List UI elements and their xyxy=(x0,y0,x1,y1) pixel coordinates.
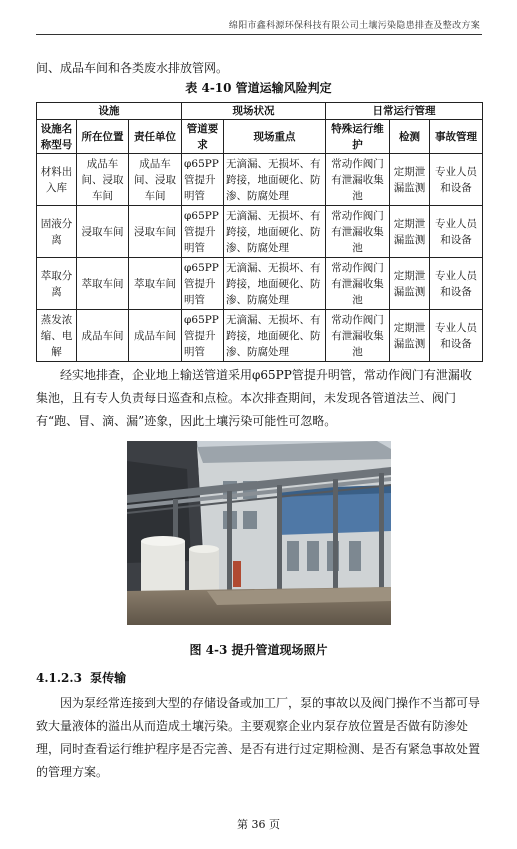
table-cell: 定期泄漏监测 xyxy=(390,258,430,310)
table-cell: 成品车间 xyxy=(77,310,129,362)
pipeline-photo-illustration xyxy=(127,441,391,625)
table-cell: φ65PP管提升明管 xyxy=(182,310,224,362)
pipeline-risk-table xyxy=(36,102,483,362)
table-cell: 无滴漏、无损坏、有跨接，地面硬化、防渗、防腐处理 xyxy=(224,154,326,206)
table-cell: 固液分离 xyxy=(37,206,77,258)
table-cell: 常动作阀门有泄漏收集池 xyxy=(326,258,390,310)
header-title: 绵阳市鑫科源环保科技有限公司土壤污染隐患排查及整改方案 xyxy=(228,21,480,31)
group-header-facility: 设施 xyxy=(37,103,182,120)
table-cell: 材料出入库 xyxy=(37,154,77,206)
pump-transfer-paragraph: 因为泵经常连接到大型的存储设备或加工厂，泵的事故以及阀门操作不当都可导致大量液体的溢出从而造成土壤污染。主要观察企业内泵存放位置是否做有防渗处理，同时查看运行维护程序是否完善、是否有进行过定期检测、是否有紧急事故处置的管理方案。 xyxy=(36,696,481,779)
column-header: 责任单位 xyxy=(129,120,182,154)
table-cell: 定期泄漏监测 xyxy=(390,310,430,362)
table-cell: 常动作阀门有泄漏收集池 xyxy=(326,154,390,206)
inspection-paragraph: 经实地排查，企业地上输送管道采用φ65PP管提升明管，常动作阀门有泄漏收集池，且有专人负责每日巡查和点检。本次排查期间，未发现各管道法兰、阀门有“跑、冒、滴、漏”迹象，因此土壤污染可能性可忽略。 xyxy=(36,368,472,428)
table-row xyxy=(37,310,483,362)
table-column-header-row xyxy=(37,120,483,154)
table-cell: 成品车间 xyxy=(129,310,182,362)
table-cell: φ65PP管提升明管 xyxy=(182,154,224,206)
table-cell: 专业人员和设备 xyxy=(430,154,483,206)
table-row xyxy=(37,206,483,258)
page-header xyxy=(36,17,482,35)
section-number: 4.1.2.3 xyxy=(36,671,82,685)
table-cell: 专业人员和设备 xyxy=(430,258,483,310)
column-header: 管道要求 xyxy=(182,120,224,154)
intro-paragraph-tail: 间、成品车间和各类废水排放管网。 xyxy=(36,61,229,75)
table-cell: φ65PP管提升明管 xyxy=(182,258,224,310)
table-cell: 浸取车间 xyxy=(129,206,182,258)
table-cell: 专业人员和设备 xyxy=(430,310,483,362)
table-cell: 常动作阀门有泄漏收集池 xyxy=(326,206,390,258)
table-cell: 定期泄漏监测 xyxy=(390,206,430,258)
column-header: 所在位置 xyxy=(77,120,129,154)
table-cell: 成品车间、浸取车间 xyxy=(77,154,129,206)
table-cell: 专业人员和设备 xyxy=(430,206,483,258)
column-header: 特殊运行维护 xyxy=(326,120,390,154)
table-row xyxy=(37,258,483,310)
table-cell: 萃取车间 xyxy=(129,258,182,310)
table-cell: 常动作阀门有泄漏收集池 xyxy=(326,310,390,362)
table-cell: 萃取车间 xyxy=(77,258,129,310)
table-caption: 表 4-10 管道运输风险判定 xyxy=(185,81,332,95)
table-cell: φ65PP管提升明管 xyxy=(182,206,224,258)
table-row xyxy=(37,154,483,206)
section-title: 泵传输 xyxy=(90,671,127,685)
table-cell: 浸取车间 xyxy=(77,206,129,258)
table-cell: 萃取分离 xyxy=(37,258,77,310)
table-cell: 蒸发浓缩、电解 xyxy=(37,310,77,362)
column-header: 设施名称型号 xyxy=(37,120,77,154)
pipeline-site-photo xyxy=(127,441,391,625)
table-cell: 定期泄漏监测 xyxy=(390,154,430,206)
group-header-site-status: 现场状况 xyxy=(182,103,326,120)
page-number: 第 36 页 xyxy=(237,818,280,831)
column-header: 现场重点 xyxy=(224,120,326,154)
column-header: 检测 xyxy=(390,120,430,154)
table-group-header-row xyxy=(37,103,483,120)
table-cell: 无滴漏、无损坏、有跨接，地面硬化、防渗、防腐处理 xyxy=(224,258,326,310)
table-cell: 无滴漏、无损坏、有跨接，地面硬化、防渗、防腐处理 xyxy=(224,206,326,258)
section-heading xyxy=(36,669,130,686)
table-cell: 成品车间、浸取车间 xyxy=(129,154,182,206)
column-header: 事故管理 xyxy=(430,120,483,154)
group-header-daily-management: 日常运行管理 xyxy=(326,103,483,120)
table-cell: 无滴漏、无损坏、有跨接，地面硬化、防渗、防腐处理 xyxy=(224,310,326,362)
figure-caption: 图 4-3 提升管道现场照片 xyxy=(189,643,328,657)
